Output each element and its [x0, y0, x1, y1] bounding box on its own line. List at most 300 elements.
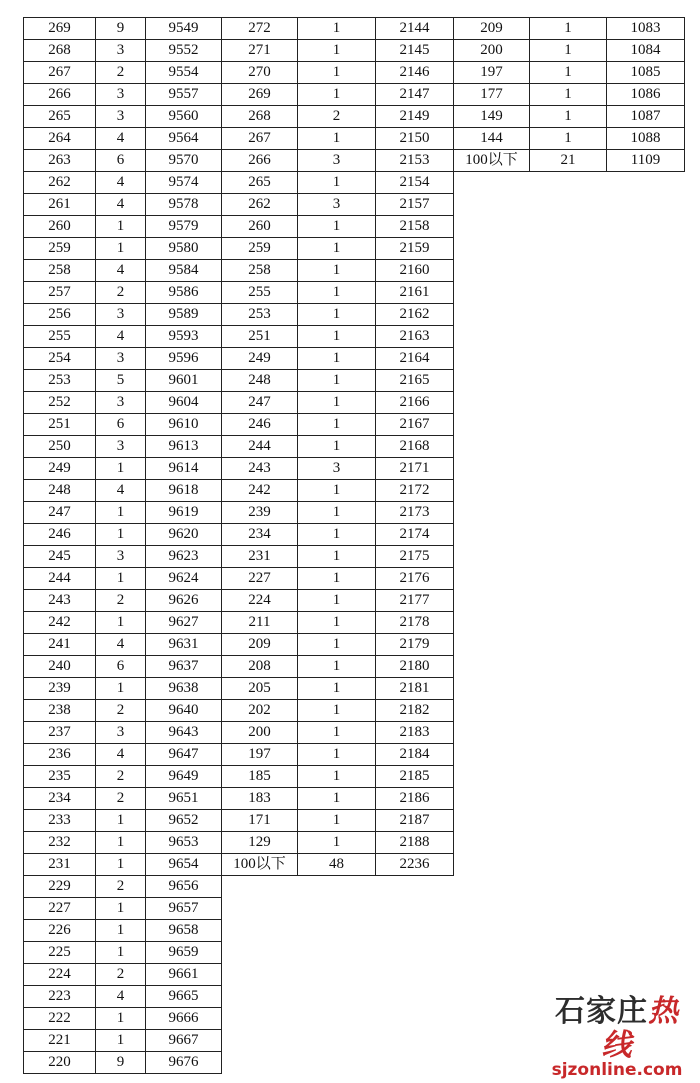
score-cell: 171: [222, 810, 298, 832]
cumulative-cell: 9657: [146, 898, 222, 920]
cumulative-cell: 2172: [376, 480, 454, 502]
count-cell: 1: [96, 898, 146, 920]
score-cell: 248: [24, 480, 96, 502]
score-cell: 237: [24, 722, 96, 744]
count-cell: 4: [96, 128, 146, 150]
cumulative-cell: 2177: [376, 590, 454, 612]
cumulative-cell: 9627: [146, 612, 222, 634]
cumulative-cell: 2153: [376, 150, 454, 172]
table-row: [24, 656, 222, 678]
table-row: [222, 634, 454, 656]
score-cell: 231: [24, 854, 96, 876]
score-cell: 209: [454, 18, 530, 40]
count-cell: 4: [96, 194, 146, 216]
cumulative-cell: 9619: [146, 502, 222, 524]
score-cell: 208: [222, 656, 298, 678]
cumulative-cell: 9579: [146, 216, 222, 238]
score-cell: 256: [24, 304, 96, 326]
table-row: [24, 150, 222, 172]
score-cell: 266: [24, 84, 96, 106]
score-cell: 253: [222, 304, 298, 326]
score-cell: 246: [24, 524, 96, 546]
table-row: [24, 502, 222, 524]
count-cell: 3: [298, 150, 376, 172]
cumulative-cell: 2187: [376, 810, 454, 832]
table-row: [24, 700, 222, 722]
count-cell: 1: [298, 326, 376, 348]
table-row: [222, 370, 454, 392]
cumulative-cell: 9665: [146, 986, 222, 1008]
table-row: [222, 304, 454, 326]
cumulative-cell: 9552: [146, 40, 222, 62]
cumulative-cell: 1086: [607, 84, 685, 106]
cumulative-cell: 9554: [146, 62, 222, 84]
table-row: [24, 744, 222, 766]
score-cell: 242: [222, 480, 298, 502]
count-cell: 1: [298, 128, 376, 150]
count-cell: 1: [298, 744, 376, 766]
cumulative-cell: 9647: [146, 744, 222, 766]
cumulative-cell: 9624: [146, 568, 222, 590]
score-cell: 227: [24, 898, 96, 920]
score-cell: 248: [222, 370, 298, 392]
count-cell: 48: [298, 854, 376, 876]
score-cell: 221: [24, 1030, 96, 1052]
count-cell: 1: [298, 502, 376, 524]
table-row: [24, 304, 222, 326]
cumulative-cell: 1087: [607, 106, 685, 128]
cumulative-cell: 9676: [146, 1052, 222, 1074]
count-cell: 2: [96, 964, 146, 986]
cumulative-cell: 2167: [376, 414, 454, 436]
score-cell: 251: [222, 326, 298, 348]
count-cell: 6: [96, 414, 146, 436]
score-cell: 258: [24, 260, 96, 282]
table-row: [24, 964, 222, 986]
score-cell: 225: [24, 942, 96, 964]
cumulative-cell: 9654: [146, 854, 222, 876]
cumulative-cell: 9564: [146, 128, 222, 150]
table-row: [222, 700, 454, 722]
cumulative-cell: 9651: [146, 788, 222, 810]
count-cell: 1: [530, 18, 607, 40]
score-cell: 263: [24, 150, 96, 172]
score-cell: 265: [222, 172, 298, 194]
count-cell: 1: [298, 810, 376, 832]
score-cell: 265: [24, 106, 96, 128]
table-row: [24, 854, 222, 876]
count-cell: 1: [298, 678, 376, 700]
score-cell: 231: [222, 546, 298, 568]
score-cell: 240: [24, 656, 96, 678]
count-cell: 4: [96, 172, 146, 194]
score-cell: 246: [222, 414, 298, 436]
watermark-brand: [542, 995, 692, 1063]
table-row: [24, 62, 222, 84]
cumulative-cell: 2147: [376, 84, 454, 106]
score-table-right-body: [454, 18, 685, 172]
cumulative-cell: 9653: [146, 832, 222, 854]
score-cell: 144: [454, 128, 530, 150]
watermark-brand-dark: 石家庄: [555, 994, 648, 1029]
score-cell: 269: [222, 84, 298, 106]
table-row: [24, 722, 222, 744]
table-row: [24, 326, 222, 348]
count-cell: 1: [96, 216, 146, 238]
cumulative-cell: 9557: [146, 84, 222, 106]
count-cell: 2: [96, 590, 146, 612]
cumulative-cell: 9649: [146, 766, 222, 788]
score-cell: 244: [24, 568, 96, 590]
count-cell: 1: [298, 40, 376, 62]
table-row: [222, 40, 454, 62]
cumulative-cell: 9574: [146, 172, 222, 194]
score-cell: 261: [24, 194, 96, 216]
score-cell: 129: [222, 832, 298, 854]
table-row: [222, 326, 454, 348]
watermark-brand-red: 热线: [601, 994, 679, 1063]
score-cell: 267: [24, 62, 96, 84]
cumulative-cell: 9620: [146, 524, 222, 546]
score-cell: 268: [24, 40, 96, 62]
cumulative-cell: 2144: [376, 18, 454, 40]
table-row: [222, 656, 454, 678]
cumulative-cell: 2185: [376, 766, 454, 788]
count-cell: 1: [530, 84, 607, 106]
table-row: [454, 62, 685, 84]
score-cell: 264: [24, 128, 96, 150]
count-cell: 9: [96, 1052, 146, 1074]
count-cell: 1: [298, 392, 376, 414]
score-cell: 223: [24, 986, 96, 1008]
cumulative-cell: 2181: [376, 678, 454, 700]
count-cell: 1: [96, 612, 146, 634]
table-row: [24, 172, 222, 194]
table-row: [24, 260, 222, 282]
count-cell: 1: [96, 1030, 146, 1052]
table-row: [24, 986, 222, 1008]
score-cell: 234: [222, 524, 298, 546]
cumulative-cell: 2165: [376, 370, 454, 392]
table-row: [24, 524, 222, 546]
score-cell: 254: [24, 348, 96, 370]
score-cell: 232: [24, 832, 96, 854]
score-table-middle-body: [222, 18, 454, 876]
cumulative-cell: 9589: [146, 304, 222, 326]
table-row: [24, 634, 222, 656]
table-row: [24, 238, 222, 260]
count-cell: 1: [96, 920, 146, 942]
table-row: [222, 348, 454, 370]
count-cell: 1: [298, 656, 376, 678]
table-row: [24, 414, 222, 436]
score-cell: 243: [24, 590, 96, 612]
count-cell: 1: [298, 788, 376, 810]
cumulative-cell: 9610: [146, 414, 222, 436]
count-cell: 2: [96, 62, 146, 84]
table-row: [222, 62, 454, 84]
count-cell: 1: [298, 832, 376, 854]
table-row: [222, 128, 454, 150]
count-cell: 3: [96, 348, 146, 370]
table-row: [222, 744, 454, 766]
count-cell: 1: [298, 18, 376, 40]
count-cell: 2: [298, 106, 376, 128]
score-cell: 222: [24, 1008, 96, 1030]
cumulative-cell: 2145: [376, 40, 454, 62]
table-row: [222, 568, 454, 590]
score-cell: 259: [24, 238, 96, 260]
count-cell: 1: [96, 458, 146, 480]
score-cell: 262: [222, 194, 298, 216]
table-row: [454, 150, 685, 172]
table-row: [222, 678, 454, 700]
score-cell: 183: [222, 788, 298, 810]
table-row: [222, 590, 454, 612]
score-table-right: [453, 17, 685, 172]
score-table-left: [23, 17, 222, 1074]
table-row: [24, 876, 222, 898]
cumulative-cell: 9601: [146, 370, 222, 392]
count-cell: 1: [298, 568, 376, 590]
count-cell: 1: [298, 84, 376, 106]
cumulative-cell: 9580: [146, 238, 222, 260]
score-cell: 236: [24, 744, 96, 766]
score-cell: 100以下: [222, 854, 298, 876]
count-cell: 1: [298, 480, 376, 502]
table-row: [222, 172, 454, 194]
table-row: [24, 348, 222, 370]
cumulative-cell: 2180: [376, 656, 454, 678]
table-row: [222, 832, 454, 854]
table-row: [24, 766, 222, 788]
cumulative-cell: 9584: [146, 260, 222, 282]
table-row: [222, 216, 454, 238]
score-cell: 269: [24, 18, 96, 40]
score-cell: 243: [222, 458, 298, 480]
table-row: [222, 458, 454, 480]
score-table-left-body: [24, 18, 222, 1074]
cumulative-cell: 2188: [376, 832, 454, 854]
count-cell: 3: [96, 40, 146, 62]
count-cell: 1: [530, 106, 607, 128]
table-row: [222, 722, 454, 744]
cumulative-cell: 9604: [146, 392, 222, 414]
score-cell: 205: [222, 678, 298, 700]
count-cell: 1: [96, 1008, 146, 1030]
cumulative-cell: 9613: [146, 436, 222, 458]
score-cell: 234: [24, 788, 96, 810]
score-cell: 185: [222, 766, 298, 788]
score-cell: 229: [24, 876, 96, 898]
cumulative-cell: 2236: [376, 854, 454, 876]
table-row: [24, 18, 222, 40]
score-cell: 202: [222, 700, 298, 722]
cumulative-cell: 9549: [146, 18, 222, 40]
count-cell: 4: [96, 480, 146, 502]
cumulative-cell: 9667: [146, 1030, 222, 1052]
cumulative-cell: 9570: [146, 150, 222, 172]
cumulative-cell: 2176: [376, 568, 454, 590]
count-cell: 1: [96, 502, 146, 524]
score-cell: 239: [222, 502, 298, 524]
cumulative-cell: 1083: [607, 18, 685, 40]
count-cell: 1: [530, 128, 607, 150]
score-cell: 220: [24, 1052, 96, 1074]
count-cell: 3: [96, 304, 146, 326]
table-row: [222, 282, 454, 304]
table-row: [24, 216, 222, 238]
score-cell: 268: [222, 106, 298, 128]
count-cell: 1: [298, 348, 376, 370]
cumulative-cell: 9658: [146, 920, 222, 942]
score-cell: 259: [222, 238, 298, 260]
cumulative-cell: 2178: [376, 612, 454, 634]
table-row: [222, 436, 454, 458]
table-row: [454, 84, 685, 106]
score-cell: 260: [222, 216, 298, 238]
score-cell: 255: [24, 326, 96, 348]
score-cell: 100以下: [454, 150, 530, 172]
table-row: [24, 370, 222, 392]
count-cell: 1: [298, 436, 376, 458]
count-cell: 3: [96, 436, 146, 458]
score-cell: 200: [454, 40, 530, 62]
score-cell: 272: [222, 18, 298, 40]
table-row: [24, 84, 222, 106]
cumulative-cell: 2149: [376, 106, 454, 128]
table-row: [24, 788, 222, 810]
score-cell: 227: [222, 568, 298, 590]
table-row: [222, 414, 454, 436]
count-cell: 1: [298, 524, 376, 546]
count-cell: 1: [96, 524, 146, 546]
cumulative-cell: 9623: [146, 546, 222, 568]
table-row: [24, 920, 222, 942]
score-cell: 271: [222, 40, 298, 62]
count-cell: 1: [96, 238, 146, 260]
count-cell: 9: [96, 18, 146, 40]
count-cell: 1: [96, 942, 146, 964]
score-cell: 258: [222, 260, 298, 282]
cumulative-cell: 9618: [146, 480, 222, 502]
cumulative-cell: 2162: [376, 304, 454, 326]
cumulative-cell: 2182: [376, 700, 454, 722]
cumulative-cell: 9626: [146, 590, 222, 612]
count-cell: 3: [96, 84, 146, 106]
count-cell: 2: [96, 700, 146, 722]
score-cell: 239: [24, 678, 96, 700]
table-row: [24, 898, 222, 920]
score-cell: 257: [24, 282, 96, 304]
cumulative-cell: 9578: [146, 194, 222, 216]
count-cell: 3: [298, 194, 376, 216]
watermark-url: sjzonline.com: [551, 1060, 683, 1080]
table-row: [24, 678, 222, 700]
table-row: [24, 194, 222, 216]
table-row: [24, 480, 222, 502]
count-cell: 1: [298, 238, 376, 260]
score-cell: 247: [24, 502, 96, 524]
score-cell: 226: [24, 920, 96, 942]
score-cell: 251: [24, 414, 96, 436]
table-row: [222, 84, 454, 106]
count-cell: 1: [298, 260, 376, 282]
cumulative-cell: 9643: [146, 722, 222, 744]
score-cell: 255: [222, 282, 298, 304]
score-cell: 149: [454, 106, 530, 128]
cumulative-cell: 2161: [376, 282, 454, 304]
table-row: [222, 788, 454, 810]
count-cell: 4: [96, 260, 146, 282]
cumulative-cell: 2166: [376, 392, 454, 414]
cumulative-cell: 2179: [376, 634, 454, 656]
table-row: [222, 854, 454, 876]
count-cell: 3: [96, 392, 146, 414]
cumulative-cell: 9560: [146, 106, 222, 128]
count-cell: 3: [96, 106, 146, 128]
count-cell: 1: [96, 810, 146, 832]
cumulative-cell: 9593: [146, 326, 222, 348]
count-cell: 2: [96, 282, 146, 304]
cumulative-cell: 9596: [146, 348, 222, 370]
cumulative-cell: 2164: [376, 348, 454, 370]
score-cell: 252: [24, 392, 96, 414]
score-cell: 238: [24, 700, 96, 722]
cumulative-cell: 9666: [146, 1008, 222, 1030]
count-cell: 1: [530, 40, 607, 62]
cumulative-cell: 2175: [376, 546, 454, 568]
count-cell: 1: [298, 722, 376, 744]
cumulative-cell: 2157: [376, 194, 454, 216]
count-cell: 1: [298, 700, 376, 722]
cumulative-cell: 9661: [146, 964, 222, 986]
cumulative-cell: 1088: [607, 128, 685, 150]
cumulative-cell: 9638: [146, 678, 222, 700]
cumulative-cell: 1084: [607, 40, 685, 62]
cumulative-cell: 9631: [146, 634, 222, 656]
score-cell: 211: [222, 612, 298, 634]
count-cell: 3: [96, 546, 146, 568]
count-cell: 4: [96, 326, 146, 348]
score-cell: 200: [222, 722, 298, 744]
table-row: [24, 128, 222, 150]
score-cell: 250: [24, 436, 96, 458]
count-cell: 1: [298, 370, 376, 392]
score-cell: 262: [24, 172, 96, 194]
table-row: [222, 612, 454, 634]
table-row: [222, 18, 454, 40]
score-cell: 197: [222, 744, 298, 766]
cumulative-cell: 9614: [146, 458, 222, 480]
score-cell: 266: [222, 150, 298, 172]
cumulative-cell: 2184: [376, 744, 454, 766]
score-cell: 224: [222, 590, 298, 612]
cumulative-cell: 9656: [146, 876, 222, 898]
table-row: [24, 106, 222, 128]
table-row: [454, 18, 685, 40]
count-cell: 1: [298, 414, 376, 436]
count-cell: 4: [96, 744, 146, 766]
count-cell: 1: [96, 678, 146, 700]
cumulative-cell: 2160: [376, 260, 454, 282]
table-row: [24, 1030, 222, 1052]
count-cell: 2: [96, 788, 146, 810]
score-cell: 260: [24, 216, 96, 238]
count-cell: 1: [298, 172, 376, 194]
cumulative-cell: 2146: [376, 62, 454, 84]
cumulative-cell: 2186: [376, 788, 454, 810]
